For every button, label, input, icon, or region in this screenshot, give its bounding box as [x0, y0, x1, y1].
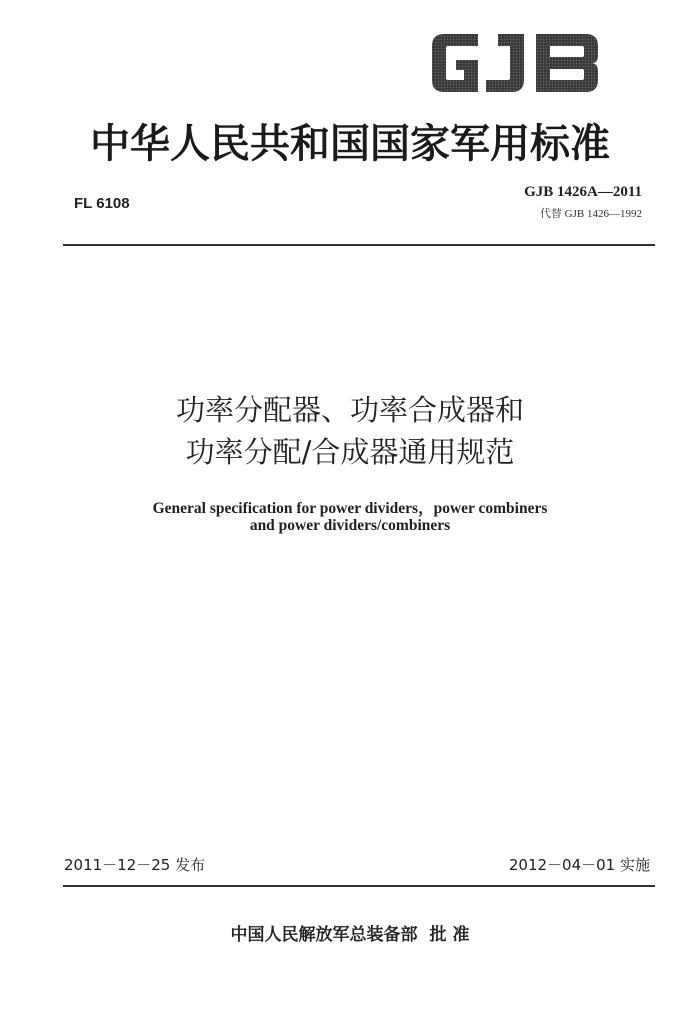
issue-date: 2011－12－25 发布	[64, 856, 206, 874]
approval-line	[0, 920, 700, 945]
implementation-date: 2012－04－01 实施	[508, 856, 650, 874]
approving-authority: 中国人民解放军总装备部	[230, 925, 418, 945]
gjb-logo	[428, 26, 604, 100]
title-en-line1: General specification for power dividers，power combiners	[152, 500, 548, 517]
title-cn-line2: 功率分配/合成器通用规范	[185, 435, 515, 469]
title-cn-line1: 功率分配器、功率合成器和	[175, 393, 524, 427]
bottom-divider	[63, 885, 655, 887]
approval-label: 批 准	[429, 925, 470, 945]
standard-number-block	[524, 184, 642, 221]
top-divider	[63, 244, 655, 246]
classification-code: FL 6108	[74, 195, 130, 212]
gjb-logo-graphic	[428, 26, 604, 100]
replaces-note: 代替 GJB 1426—1992	[539, 208, 642, 220]
standard-number: GJB 1426A—2011	[524, 184, 642, 200]
title-en-line2: and power dividers/combiners	[249, 517, 451, 534]
standard-title: 中华人民共和国国家军用标准	[90, 120, 610, 167]
